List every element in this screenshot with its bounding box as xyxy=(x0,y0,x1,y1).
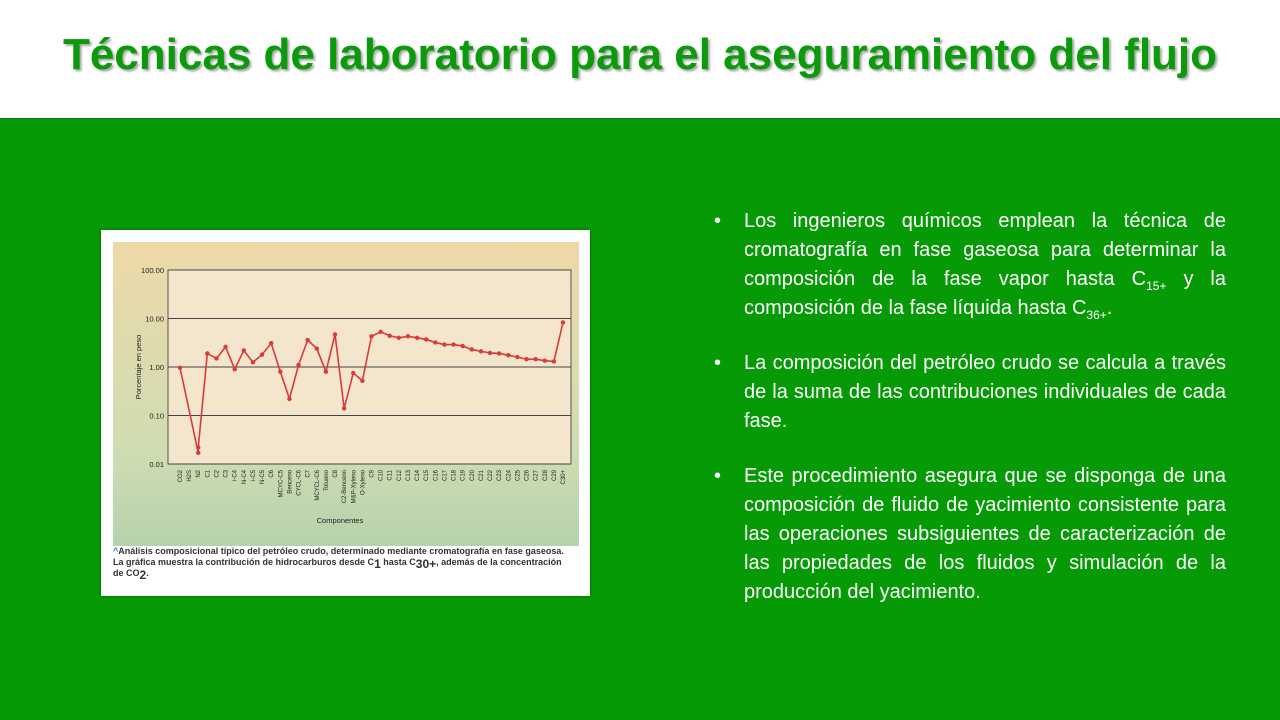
y-tick-label: 0.10 xyxy=(149,411,164,421)
x-tick-label: C29 xyxy=(551,470,558,482)
caption-sub-3: 2 xyxy=(139,567,147,582)
bullet-1-sub-a: 15+ xyxy=(1146,279,1167,293)
data-point xyxy=(278,370,282,374)
figure-caption xyxy=(113,546,569,582)
y-tick-label: 10.00 xyxy=(145,314,164,324)
y-axis-label: Porcentaje en peso xyxy=(134,334,143,400)
data-point xyxy=(196,451,200,455)
x-tick-label: MCYC-C5 xyxy=(278,470,285,498)
data-point xyxy=(205,351,209,355)
x-tick-label: H2S xyxy=(187,470,194,482)
data-point xyxy=(415,336,419,340)
x-tick-label: CO2 xyxy=(178,470,184,483)
data-point xyxy=(223,345,227,349)
x-tick-label: M&P-Xyleno xyxy=(351,470,358,504)
data-point xyxy=(442,342,446,346)
x-tick-label: C24 xyxy=(506,470,513,482)
x-tick-label: C11 xyxy=(387,470,394,481)
data-point xyxy=(351,371,355,375)
x-tick-label: C16 xyxy=(433,470,440,482)
data-point xyxy=(388,334,392,338)
x-tick-label: C8 xyxy=(333,470,340,478)
x-tick-label: C26 xyxy=(524,470,531,482)
bullet-item xyxy=(714,207,1226,323)
x-tick-label: C9 xyxy=(369,470,376,478)
bullet-item xyxy=(714,462,1226,607)
x-tick-label: Benceno xyxy=(287,470,294,494)
y-tick-label: 100.00 xyxy=(141,266,164,275)
data-point xyxy=(178,365,182,369)
data-point xyxy=(360,379,364,383)
slide-header xyxy=(0,0,1280,119)
x-tick-label: C10 xyxy=(378,470,385,482)
bullet-item xyxy=(714,349,1226,436)
data-point xyxy=(397,336,401,340)
data-point xyxy=(369,334,373,338)
x-tick-label: C15 xyxy=(424,470,431,482)
chart-panel xyxy=(113,242,579,546)
x-axis-label: Componentes xyxy=(316,516,364,525)
x-tick-label: C12 xyxy=(396,470,403,482)
x-tick-label: C25 xyxy=(515,470,522,482)
x-tick-label: i-C4 xyxy=(232,470,239,482)
bullet-dot-icon: • xyxy=(714,465,722,487)
bullet-1-sub-b: 36+ xyxy=(1086,308,1107,322)
slide-title: Técnicas de laboratorio para el aseguramiento del flujo xyxy=(62,30,1218,79)
x-tick-label: N-C4 xyxy=(241,470,248,485)
y-tick-label: 0.01 xyxy=(149,460,164,469)
caption-text-b: hasta C xyxy=(380,557,416,567)
bullet-1-text-c: . xyxy=(1106,297,1113,319)
data-point xyxy=(497,351,501,355)
x-tick-label: C13 xyxy=(405,470,412,482)
data-point xyxy=(260,352,264,356)
bullet-1-text-a: Los ingenieros químicos emplean la técnica de cromatografía en fase gaseosa para determinar la composición de la fase vapor hasta C xyxy=(744,210,1226,290)
bullet-2-text: La composición del petróleo crudo se calcula a través de la suma de las contribuciones individuales de cada fase. xyxy=(744,352,1226,432)
data-point xyxy=(433,340,437,344)
bullet-dot-icon: • xyxy=(714,210,722,232)
data-point xyxy=(533,357,537,361)
data-point xyxy=(524,357,528,361)
data-point xyxy=(561,320,565,324)
x-tick-label: C19 xyxy=(460,470,467,482)
data-point xyxy=(287,397,291,401)
x-tick-label: C14 xyxy=(415,470,422,482)
data-point xyxy=(251,360,255,364)
x-tick-label: CYCL-C6 xyxy=(296,470,303,496)
x-tick-label: C22 xyxy=(488,470,495,482)
figure-card xyxy=(101,230,590,596)
x-tick-label: MCYCL-C6 xyxy=(314,470,321,501)
caption-text-c: , además de la concentración de CO xyxy=(113,557,562,578)
data-point xyxy=(305,338,309,342)
data-point xyxy=(342,406,346,410)
x-tick-label: C28 xyxy=(542,470,549,482)
data-point xyxy=(488,351,492,355)
x-tick-label: C1 xyxy=(205,470,212,478)
caption-caret-icon: ^ xyxy=(113,546,119,556)
data-point xyxy=(543,358,547,362)
x-tick-label: C7 xyxy=(305,470,312,478)
x-tick-label: N-C5 xyxy=(260,470,267,485)
data-point xyxy=(324,370,328,374)
data-point xyxy=(333,332,337,336)
bullet-1-text-b: y la composición de la fase líquida hasta C xyxy=(744,268,1226,319)
x-tick-label: i-C5 xyxy=(250,470,257,482)
x-tick-label: C2 xyxy=(214,470,221,478)
data-point xyxy=(479,349,483,353)
x-tick-label: C17 xyxy=(442,470,449,482)
x-tick-label: N2 xyxy=(196,470,203,478)
composition-chart xyxy=(113,242,579,546)
bullet-3-text: Este procedimiento asegura que se disponga de una composición de fluido de yacimiento consistente para las operaciones subsiguientes de caracterización de las propiedades de los fluidos y simulación de la producción del yacimiento. xyxy=(744,465,1226,603)
x-tick-label: Tolueno xyxy=(323,470,330,492)
x-tick-label: C21 xyxy=(478,470,485,482)
data-point xyxy=(515,355,519,359)
caption-sub-2: 30+ xyxy=(415,556,437,571)
y-tick-label: 1.00 xyxy=(149,363,164,372)
data-point xyxy=(506,353,510,357)
caption-text-d: . xyxy=(146,568,149,578)
x-tick-label: C3 xyxy=(223,470,230,478)
data-point xyxy=(424,337,428,341)
x-tick-label: C6 xyxy=(269,470,276,478)
x-tick-label: C2-Benceno xyxy=(342,470,349,504)
x-tick-label: C30+ xyxy=(561,470,567,485)
bullet-list xyxy=(714,207,1226,633)
caption-sub-1: 1 xyxy=(374,556,381,571)
data-point xyxy=(233,367,237,371)
data-point xyxy=(269,341,273,345)
data-point xyxy=(406,334,410,338)
x-tick-label: C23 xyxy=(497,470,504,482)
data-point xyxy=(552,359,556,363)
data-point xyxy=(378,330,382,334)
bullet-dot-icon: • xyxy=(714,352,722,374)
data-point xyxy=(196,445,200,449)
data-point xyxy=(242,348,246,352)
x-tick-label: C18 xyxy=(451,470,458,482)
x-tick-label: C20 xyxy=(469,470,476,482)
data-point xyxy=(470,347,474,351)
data-point xyxy=(460,344,464,348)
data-point xyxy=(451,342,455,346)
data-point xyxy=(296,363,300,367)
x-tick-label: C27 xyxy=(533,470,540,482)
caption-text-a: Análisis composicional típico del petróleo crudo, determinado mediante cromatografía en fase gaseosa. La gráfica muestra la contribución de hidrocarburos desde C xyxy=(113,546,564,567)
data-point xyxy=(214,356,218,360)
x-tick-label: O-Xyleno xyxy=(360,470,367,496)
data-point xyxy=(315,346,319,350)
